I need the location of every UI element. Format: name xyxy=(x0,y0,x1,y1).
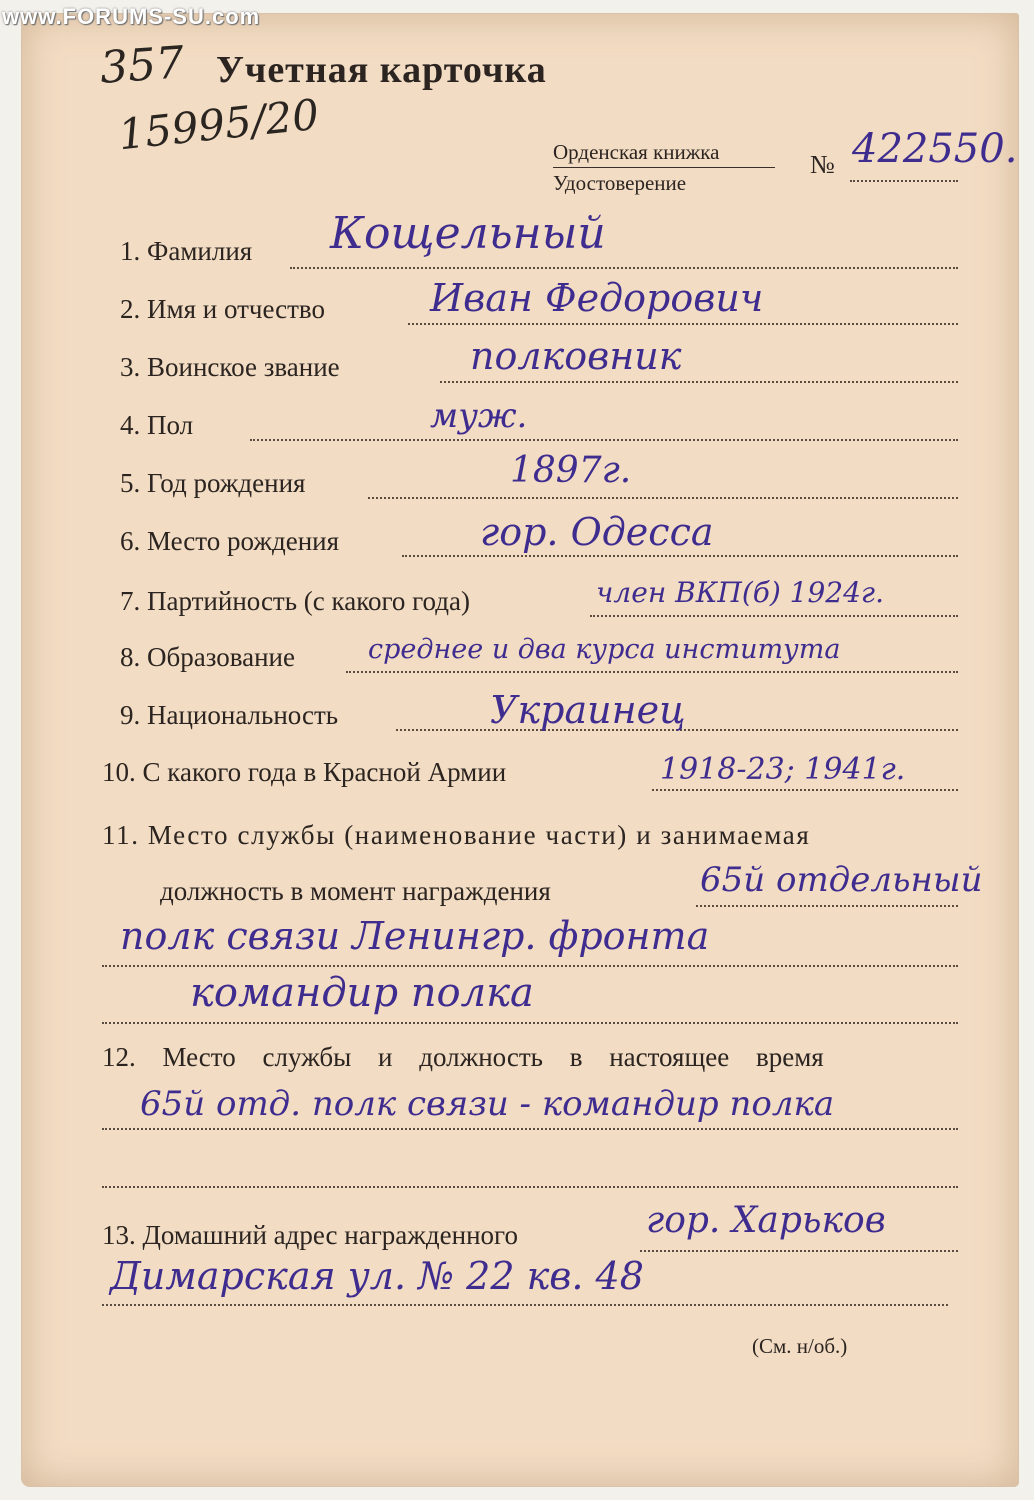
field-value-birthplace: гор. Одесса xyxy=(480,510,714,554)
field-value-rank: полковник xyxy=(470,334,682,378)
order-book-number: 422550. xyxy=(852,126,1018,172)
field-line-service-at-award-3 xyxy=(102,1022,958,1024)
field-line-current-service-1 xyxy=(102,1128,958,1130)
field-value-surname: Кощельный xyxy=(330,208,606,259)
field-line-service-at-award-1 xyxy=(696,905,958,907)
field-value-service-at-award-3: командир полка xyxy=(190,970,534,1016)
field-line-party xyxy=(590,615,958,617)
watermark: www.FORUMS-SU.com xyxy=(2,4,261,29)
field-line-home-address-2 xyxy=(102,1304,948,1306)
field-label-current-service: 12. Место службы и должность в настоящее время xyxy=(102,1042,824,1072)
field-line-red-army-since xyxy=(652,789,958,791)
field-label-name: 2. Имя и отчество xyxy=(120,294,325,324)
field-line-birthplace xyxy=(402,555,958,557)
field-value-home-address-2: Димарская ул. № 22 кв. 48 xyxy=(110,1254,644,1298)
field-label-birthplace: 6. Место рождения xyxy=(120,526,340,556)
field-label-party: 7. Партийность (с какого года) xyxy=(120,586,470,616)
field-value-current-service: 65й отд. полк связи - командир полка xyxy=(140,1084,835,1124)
order-book-label: Орденская книжка xyxy=(553,140,720,164)
field-value-service-at-award-1: 65й отдельный xyxy=(700,860,983,900)
field-value-birth-year: 1897г. xyxy=(510,450,632,491)
field-value-home-address-1: гор. Харьков xyxy=(646,1200,886,1241)
number-sign: № xyxy=(810,150,835,179)
field-value-party: член ВКП(б) 1924г. xyxy=(596,576,884,609)
field-label-education: 8. Образование xyxy=(120,642,295,672)
field-label-red-army-since: 10. С какого года в Красной Армии xyxy=(102,757,507,787)
field-value-service-at-award-2: полк связи Ленингр. фронта xyxy=(120,914,710,958)
field-label-service-at-award: 11. Место службы (наименование части) и занимаемая xyxy=(102,820,811,850)
field-value-sex: муж. xyxy=(430,396,528,436)
order-book-separator xyxy=(553,167,775,168)
field-label-home-address: 13. Домашний адрес награжденного xyxy=(102,1220,518,1250)
pencil-note-top: 357 xyxy=(98,37,186,94)
pencil-note-second: 15995/20 xyxy=(115,89,322,160)
field-label-nationality: 9. Национальность xyxy=(120,700,339,730)
field-line-sex xyxy=(250,439,958,441)
field-label-service-at-award-cont: должность в момент награждения xyxy=(160,876,551,906)
field-value-red-army-since: 1918-23; 1941г. xyxy=(660,752,906,787)
field-label-birth-year: 5. Год рождения xyxy=(120,468,306,498)
field-value-name: Иван Федорович xyxy=(430,276,764,320)
field-value-nationality: Украинец xyxy=(490,688,686,732)
field-label-surname: 1. Фамилия xyxy=(120,236,253,266)
see-reverse-note: (См. н/об.) xyxy=(752,1334,848,1358)
field-line-rank xyxy=(440,381,958,383)
page-title: Учетная карточка xyxy=(216,49,547,91)
field-line-home-address-1 xyxy=(640,1250,958,1252)
certificate-label: Удостоверение xyxy=(553,171,687,195)
field-line-education xyxy=(346,671,958,673)
field-line-service-at-award-2 xyxy=(102,965,958,967)
field-label-sex: 4. Пол xyxy=(120,410,194,440)
field-line-current-service-2 xyxy=(102,1186,958,1188)
field-value-education: среднее и два курса института xyxy=(368,634,841,665)
number-line xyxy=(850,180,958,182)
field-line-birth-year xyxy=(368,497,958,499)
field-label-rank: 3. Воинское звание xyxy=(120,352,340,382)
field-line-surname xyxy=(290,267,958,269)
field-line-name xyxy=(408,323,958,325)
